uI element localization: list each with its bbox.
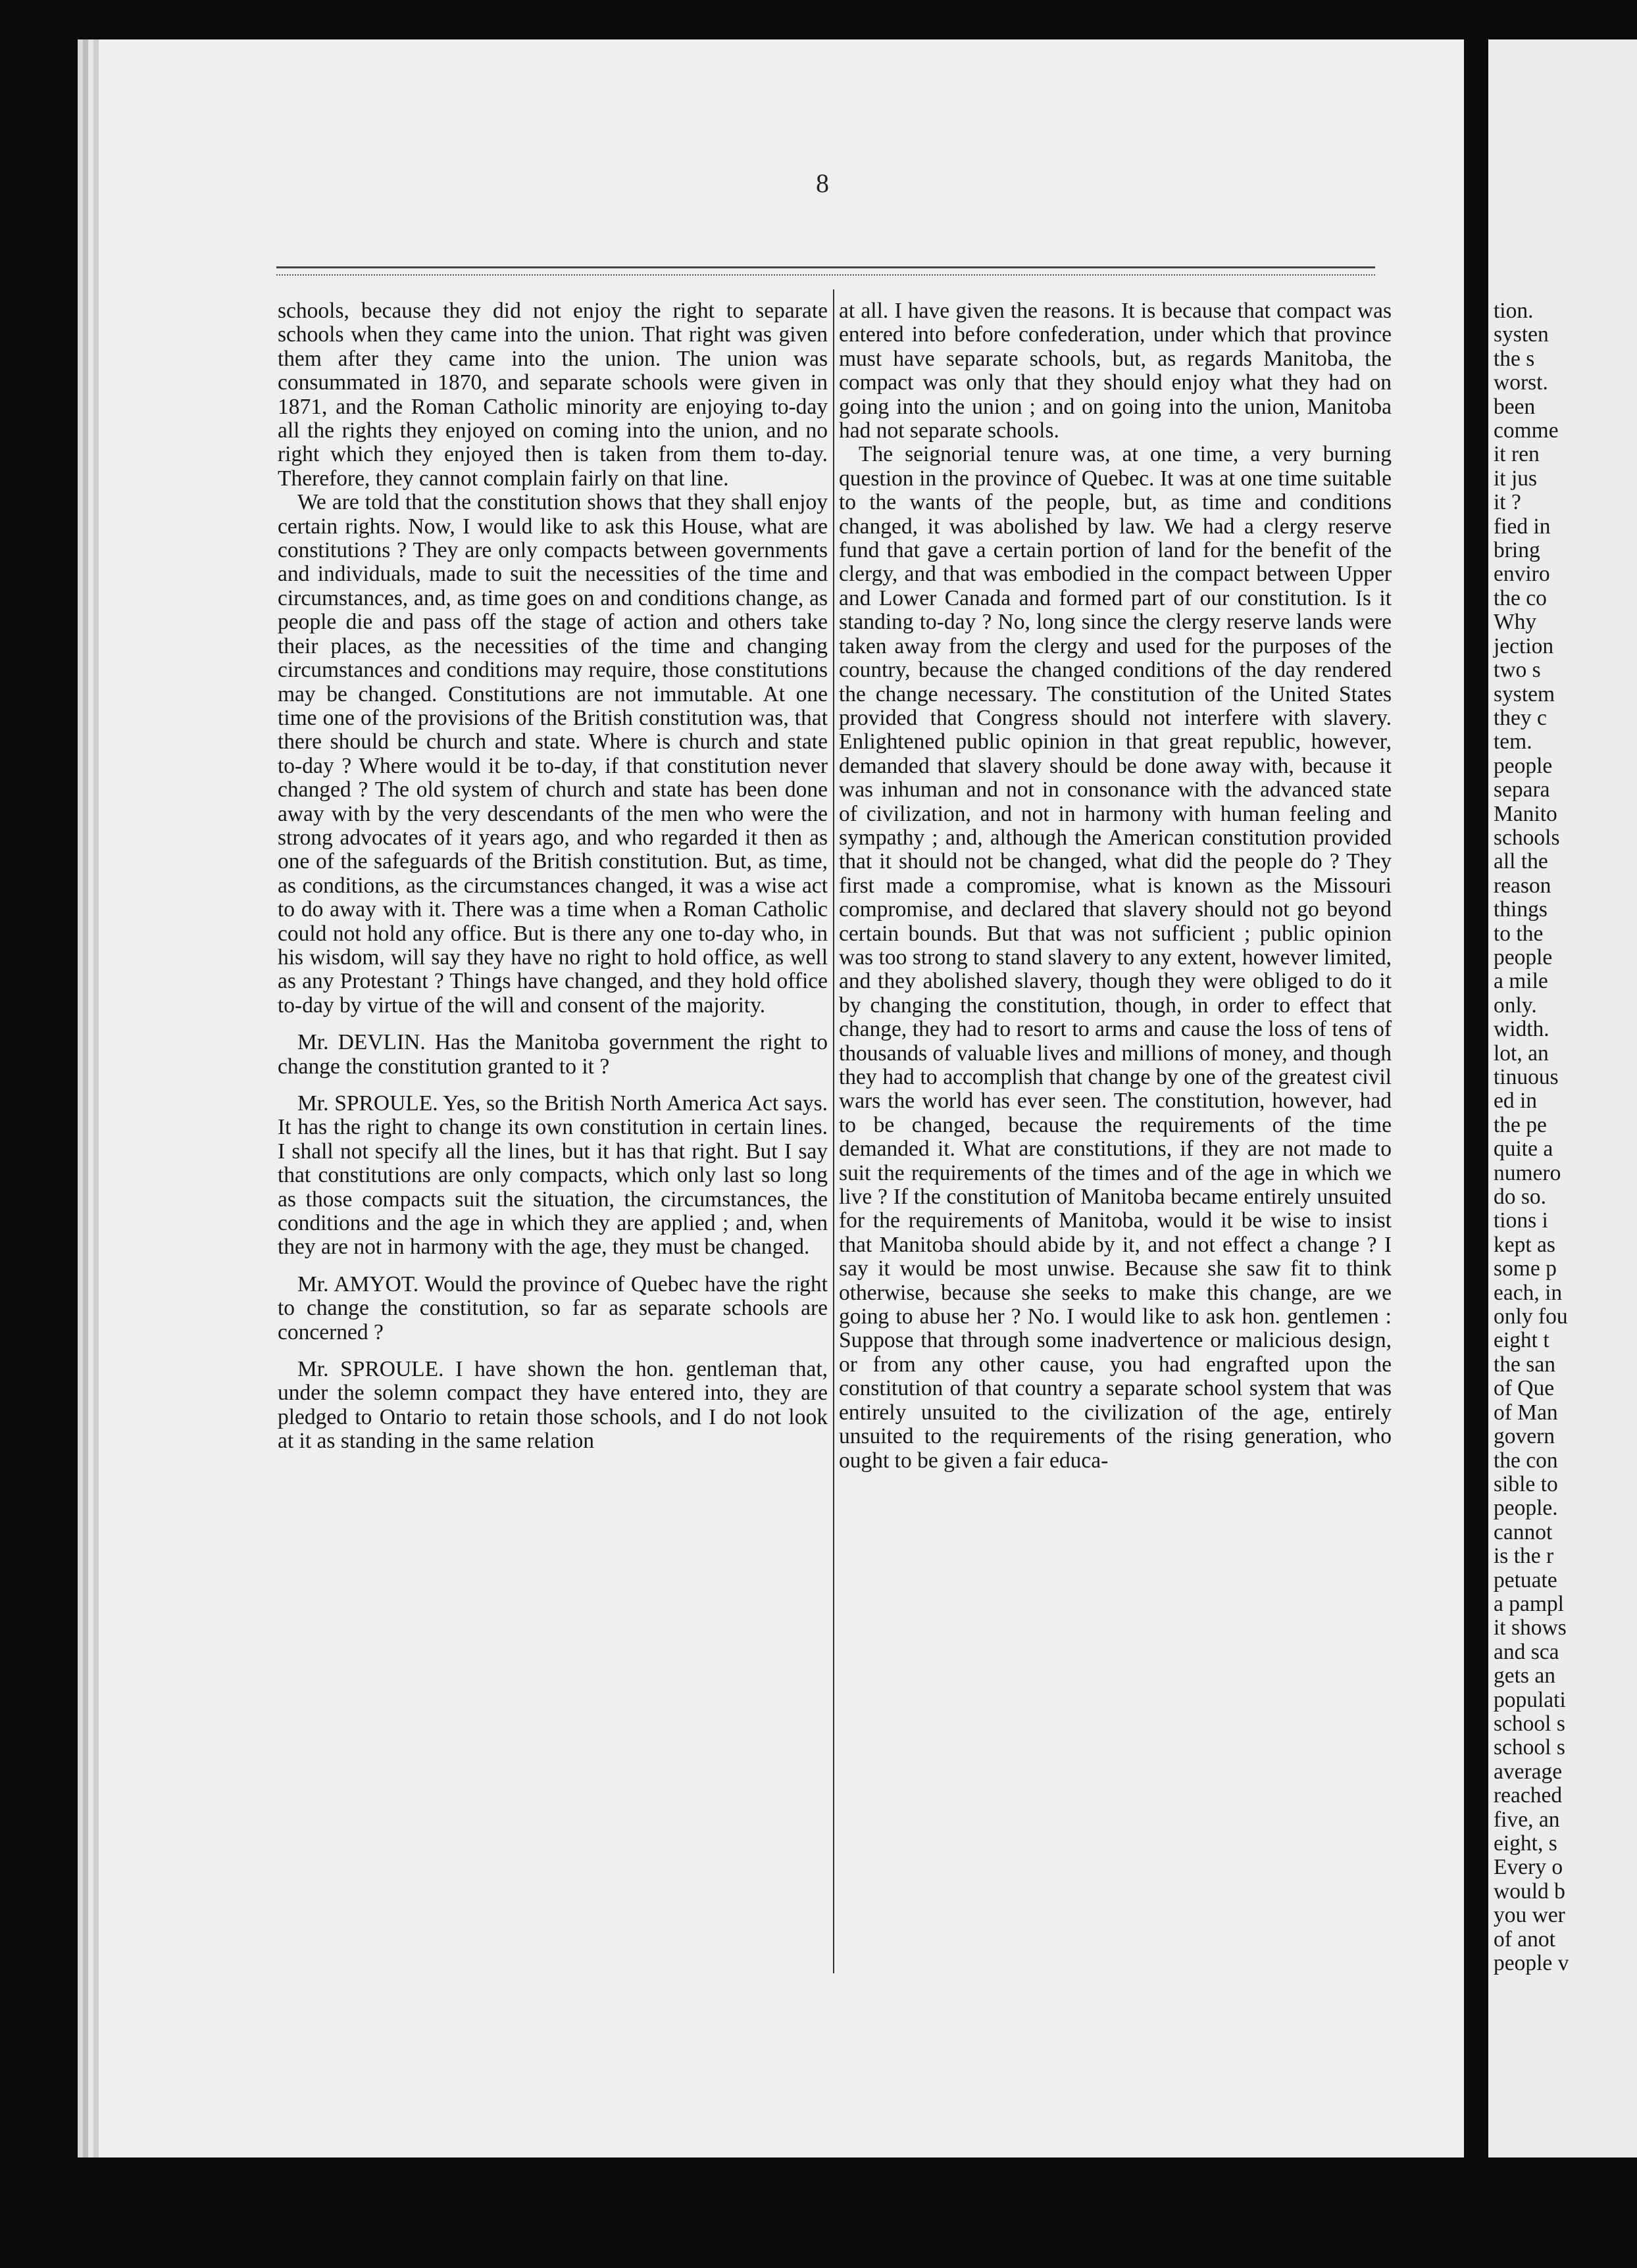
text-column-2 xyxy=(839,299,1392,1473)
paragraph: Mr. AMYOT. Would the province of Quebec have the right to change the constitution, so far as separate schools are concerned ? xyxy=(278,1271,828,1344)
paragraph: Mr. SPROULE. Yes, so the British North America Act says. It has the right to change its own constitution in certain lines. I shall not specify all the lines, but it has that right. But I say that constitutions are only compacts, which only last so long as those compacts suit the situation, the circumstances, the conditions and the age in which they are applied ; and, when they are not in harmony with the age, they must be changed. xyxy=(278,1091,828,1260)
text-column-3-fragment: tion. systen the s worst. been comme it ren it jus it ? fied in bring enviro the co Why jection two s system they c tem. people separa Manito schools all the reason things to the people a mile only. width. lot, an tinuous ed in the pe quite a numero do so. tions i kept as some p each, in only fou eight t the san of Que of Man govern the con sible to people. cannot is the r petuate a pampl it shows and sca gets an populati school s school s average reached five, an eight, s Every o would b you wer of anot people v xyxy=(1494,299,1569,1976)
column-divider xyxy=(833,289,834,1973)
text-column-1 xyxy=(278,299,828,1454)
header-rule xyxy=(276,266,1375,268)
paragraph: Mr. SPROULE. I have shown the hon. gentleman that, under the solemn compact they have entered into, they are pledged to Ontario to retain those schools, and I do not look at it as standing in the same relation xyxy=(278,1357,828,1454)
paragraph: The seignorial tenure was, at one time, a very burning question in the province of Quebec. It was at one time suitable to the wants of the people, but, as time and conditions changed, it was abolished by law. We had a clergy reserve fund that gave a certain portion of land for the benefit of the clergy, and that was embodied in the compact between Upper and Lower Canada and formed part of our constitution. Is it standing to-day ? No, long since the clergy reserve lands were taken away from the clergy and used for the purposes of the country, because the changed conditions of the day rendered the change necessary. The constitution of the United States provided that Congress should not interfere with slavery. Enlightened public opinion in that great republic, however, demanded that slavery should be done away with, because it was inhuman and not in consonance with the advanced state of civilization, and not in harmony with human feeling and sympathy ; and, although the American constitution provided that it should not be changed, what did the people do ? They first made a compromise, what is known as the Missouri compromise, and declared that slavery should not go beyond certain bounds. But that was not sufficient ; public opinion was too strong to stand slavery to any extent, however limited, and they abolished slavery, though they were obliged to do it by changing the constitution, though, in order to effect that change, they had to resort to arms and cause the loss of tens of thousands of valuable lives and millions of money, and though they had to accomplish that change by one of the greatest civil wars the world has ever seen. The constitution, however, had to be changed, because the requirements of the time demanded it. What are constitutions, if they are not made to suit the requirements of the times and of the age in which we live ? If the constitution of Manitoba became entirely unsuited for the requirements of Manitoba, would it be wise to insist that Manitoba should abide by it, and not effect a change ? I say it would be most unwise. Because she saw fit to think otherwise, because she seeks to make this change, are we going to abuse her ? No. I would like to ask hon. gentlemen : Suppose that through some inadvertence or malicious design, or from any other cause, you had engrafted upon the constitution of that country a separate school system that was entirely unsuited to the civilization of the age, entirely unsuited to the requirements of the rising generation, who ought to be given a fair educa- xyxy=(839,442,1392,1473)
paragraph: We are told that the constitution shows that they shall enjoy certain rights. Now, I would like to ask this House, what are constitutions ? They are only compacts between governments and individuals, made to suit the necessities of the time and circumstances, and, as time goes on and conditions change, as people die and pass off the stage of action and others take their places, as the necessities of the time and changing circumstances and conditions may require, those constitutions may be changed. Constitutions are not immutable. At one time one of the provisions of the British constitution was, that there should be church and state. Where is church and state to-day ? Where would it be to-day, if that constitution never changed ? The old system of church and state has been done away with by the very descendants of the men who were the strong advocates of it years ago, and who regarded it then as one of the safeguards of the British constitution. But, as time, as conditions, as the circumstances changed, it was a wise act to do away with it. There was a time when a Roman Catholic could not hold any office. But is there any one to-day who, in his wisdom, will say they have no right to hold office, as well as any Protestant ? Things have changed, and they hold office to-day by virtue of the will and consent of the majority. xyxy=(278,490,828,1018)
paragraph: at all. I have given the reasons. It is because that compact was entered into before confederation, under which that province must have separate schools, but, as regards Manitoba, the compact was only that they should enjoy what they had on going into the union ; and on going into the union, Manitoba had not separate schools. xyxy=(839,299,1392,443)
page-number: 8 xyxy=(816,168,829,198)
paragraph: Mr. DEVLIN. Has the Manitoba government the right to change the constitution granted to it ? xyxy=(278,1030,828,1079)
header-rule-dotted xyxy=(276,274,1375,276)
paragraph: schools, because they did not enjoy the right to separate schools when they came into the union. That right was given them after they came into the union. The union was consummated in 1870, and separate schools were given in 1871, and the Roman Catholic minority are enjoying to-day all the rights they enjoyed on coming into the union, and no right which they enjoyed then is taken from them to-day. Therefore, they cannot complain fairly on that line. xyxy=(278,299,828,491)
book-gutter xyxy=(1464,39,1488,2157)
